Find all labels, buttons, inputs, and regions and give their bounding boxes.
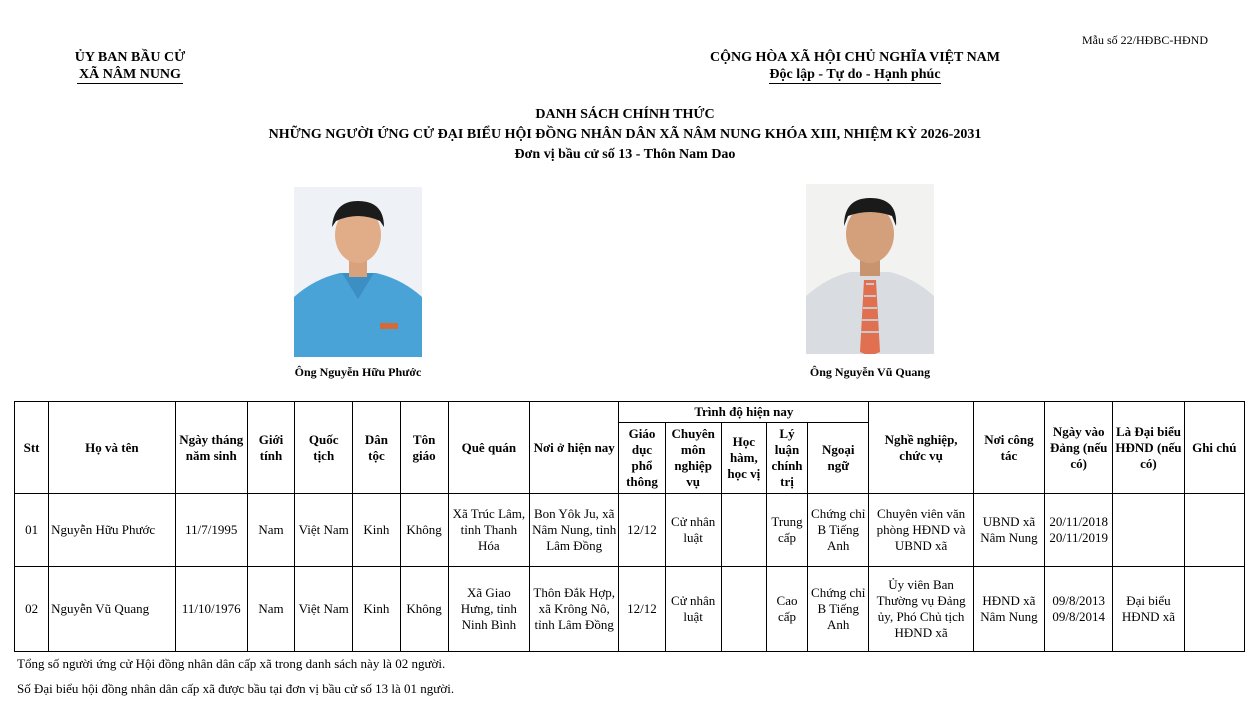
party-date-line-1: 20/11/2018 — [1049, 514, 1109, 529]
header-nationality: Quốc tịch — [295, 402, 353, 494]
cell-gender: Nam — [247, 567, 294, 652]
cell-nationality: Việt Nam — [295, 567, 353, 652]
cell-party-date — [1045, 567, 1113, 652]
header-language: Ngoại ngữ — [808, 423, 869, 494]
candidate-photo-2 — [806, 184, 934, 354]
cell-dob: 11/7/1995 — [175, 494, 247, 567]
summary-note-2: Số Đại biểu hội đồng nhân dân cấp xã được bầu tại đơn vị bầu cử số 13 là 01 người. — [17, 681, 455, 696]
cell-name: Nguyễn Hữu Phước — [49, 494, 176, 567]
cell-political: Cao cấp — [766, 567, 807, 652]
header-name: Họ và tên — [49, 402, 176, 494]
authority-line-1: ỦY BAN BẦU CỬ — [74, 50, 186, 65]
header-general-edu: Giáo dục phổ thông — [619, 423, 665, 494]
authority-line-2: XÃ NÂM NUNG — [79, 67, 181, 82]
cell-occupation: Chuyên viên văn phòng HĐND và UBND xã — [869, 494, 973, 567]
country-name: CỘNG HÒA XÃ HỘI CHỦ NGHĨA VIỆT NAM — [709, 50, 1000, 65]
header-occupation: Nghề nghiệp, chức vụ — [869, 402, 973, 494]
cell-gender: Nam — [247, 494, 294, 567]
cell-residence: Bon Yôk Ju, xã Nâm Nung, tỉnh Lâm Đồng — [530, 494, 619, 567]
cell-general-edu: 12/12 — [619, 567, 665, 652]
cell-workplace: UBND xã Nâm Nung — [973, 494, 1044, 567]
table-row — [15, 567, 1245, 652]
national-motto — [680, 49, 1030, 84]
cell-religion: Không — [400, 494, 448, 567]
candidate-photo-caption-2: Ông Nguyễn Vũ Quang — [809, 365, 931, 379]
header-education-group: Trình độ hiện nay — [619, 402, 869, 423]
candidate-photo-caption-1: Ông Nguyễn Hữu Phước — [294, 365, 422, 379]
title-line-1: DANH SÁCH CHÍNH THỨC — [535, 107, 715, 122]
party-date-line-1: 09/8/2013 — [1052, 593, 1106, 608]
cell-dob: 11/10/1976 — [175, 567, 247, 652]
candidate-photo-1 — [294, 187, 422, 357]
form-code: Mẫu số 22/HĐBC-HĐND — [1082, 33, 1208, 47]
table-row — [15, 494, 1245, 567]
header-dob: Ngày tháng năm sinh — [175, 402, 247, 494]
candidates-table — [14, 401, 1245, 652]
header-academic: Học hàm, học vị — [721, 423, 766, 494]
cell-general-edu: 12/12 — [619, 494, 665, 567]
title-line-2: NHỮNG NGƯỜI ỨNG CỬ ĐẠI BIỂU HỘI ĐỒNG NHÂN DÂN XÃ NÂM NUNG KHÓA XIII, NHIỆM KỲ 2026-2031 — [268, 127, 982, 142]
cell-residence: Thôn Đắk Hợp, xã Krông Nô, tỉnh Lâm Đồng — [530, 567, 619, 652]
cell-name: Nguyễn Vũ Quang — [49, 567, 176, 652]
cell-workplace: HĐND xã Nâm Nung — [973, 567, 1044, 652]
cell-language: Chứng chỉ B Tiếng Anh — [808, 494, 869, 567]
party-date-line-2: 09/8/2014 — [1052, 609, 1106, 624]
cell-nationality: Việt Nam — [295, 494, 353, 567]
cell-academic — [721, 567, 766, 652]
cell-religion: Không — [400, 567, 448, 652]
cell-stt: 02 — [15, 567, 49, 652]
cell-academic — [721, 494, 766, 567]
header-hometown: Quê quán — [448, 402, 529, 494]
header-ethnicity: Dân tộc — [353, 402, 400, 494]
cell-stt: 01 — [15, 494, 49, 567]
header-stt: Stt — [15, 402, 49, 494]
cell-specialty: Cử nhân luật — [665, 567, 721, 652]
header-is-delegate: Là Đại biểu HĐND (nếu có) — [1113, 402, 1184, 494]
cell-party-date — [1045, 494, 1113, 567]
cell-language: Chứng chỉ B Tiếng Anh — [808, 567, 869, 652]
header-workplace: Nơi công tác — [973, 402, 1044, 494]
cell-note — [1184, 494, 1244, 567]
summary-note-1: Tổng số người ứng cử Hội đồng nhân dân cấp xã trong danh sách này là 02 người. — [17, 656, 446, 671]
motto: Độc lập - Tự do - Hạnh phúc — [769, 67, 941, 82]
title-line-3: Đơn vị bầu cử số 13 - Thôn Nam Dao — [514, 147, 736, 162]
header-party-date: Ngày vào Đảng (nếu có) — [1045, 402, 1113, 494]
cell-occupation: Ủy viên Ban Thường vụ Đảng ủy, Phó Chủ tịch HĐND xã — [869, 567, 973, 652]
cell-note — [1184, 567, 1244, 652]
document-title — [0, 105, 1250, 165]
header-note: Ghi chú — [1184, 402, 1244, 494]
header-residence: Nơi ở hiện nay — [530, 402, 619, 494]
cell-is-delegate — [1113, 494, 1184, 567]
cell-hometown: Xã Trúc Lâm, tỉnh Thanh Hóa — [448, 494, 529, 567]
header-religion: Tôn giáo — [400, 402, 448, 494]
header-political: Lý luận chính trị — [766, 423, 807, 494]
cell-is-delegate: Đại biểu HĐND xã — [1113, 567, 1184, 652]
cell-specialty: Cử nhân luật — [665, 494, 721, 567]
header-gender: Giới tính — [247, 402, 294, 494]
cell-ethnicity: Kinh — [353, 494, 400, 567]
header-specialty: Chuyên môn nghiệp vụ — [665, 423, 721, 494]
cell-political: Trung cấp — [766, 494, 807, 567]
cell-hometown: Xã Giao Hưng, tỉnh Ninh Bình — [448, 567, 529, 652]
cell-ethnicity: Kinh — [353, 567, 400, 652]
party-date-line-2: 20/11/2019 — [1049, 530, 1109, 545]
issuing-authority — [40, 49, 220, 84]
